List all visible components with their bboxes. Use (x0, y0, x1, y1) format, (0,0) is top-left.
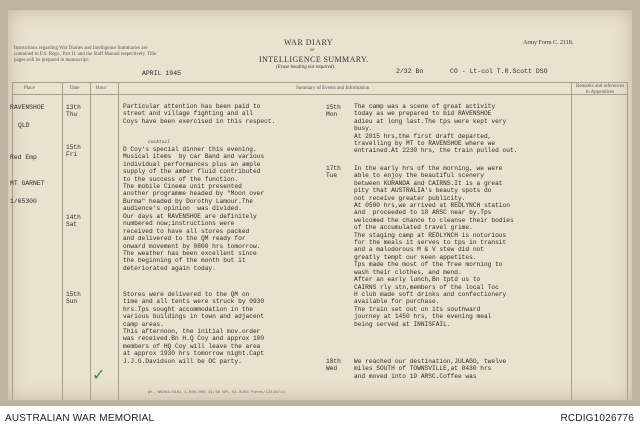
erase-heading-note: (Erase heading not required). (276, 65, 336, 70)
entry-15th-fri: D Coy's special dinner this evening. Musical items by car Band and various individual performances plus an ample supply of the amber fluid contributed to the success of the function. The mobile Cinema unit presented another programme headed by "Moon over Burma" headed by Dorothy Lamour.The audience's opinion was divided. (123, 146, 265, 213)
table-top-rule (12, 82, 628, 83)
date-left-2: 15th Fri (66, 144, 81, 158)
entry-15th-sun: Stores were delivered to the QM on time and all tents were struck by 0930 hrs.Tps sought accommodation in the various buildings in town and adjacent camp areas. This afternoon, the initial mov.order was received.Bn H.Q Coy and approx 100 members of HQ Coy will leave the area at approx 1930 hrs tomorrow night.Capt J.J.G.Davidson will be OC party. (123, 291, 265, 365)
header-bottom-rule (12, 94, 628, 95)
place-qld: QLD (18, 122, 30, 129)
column-place-header: Place (24, 86, 35, 91)
entry-13th: Particular attention has been paid to street and village fighting and all Coys have been exercised in this respect. (123, 103, 276, 125)
entry-14th-sat: Our days at RAVENSHOE are definitely numbered now;instructions were received to have all stores packed and delivered to the QM ready for onward movement by 0800 hrs tomorrow. The weather has been excellent since the beginning of the month but it deteriorated again today. (123, 213, 261, 272)
place-ravenshoe: RAVENSHOE (10, 104, 45, 111)
date-left-3: 14th Sat (66, 214, 81, 228)
column-date-header: Date (70, 86, 80, 91)
date-right-2: 17th Tue (326, 165, 341, 179)
instructions-note: Instructions regarding War Diaries and Intelligence Summaries are contained in F.S. Regs., Part II. and the Staff Manual respectively. Title pages will be prepared in manuscript. (14, 46, 157, 63)
col-rule-right (627, 82, 628, 400)
commanding-officer: CO - Lt-col T.R.Scott DSO (450, 68, 548, 75)
archive-name: AUSTRALIAN WAR MEMORIAL (5, 413, 155, 424)
date-left-1: 13th Thu (66, 104, 81, 118)
col-rule-place (62, 82, 63, 400)
date-right-1: 15th Mon (326, 104, 341, 118)
war-diary-title: WAR DIARY (284, 38, 334, 47)
col-rule-left (12, 82, 13, 400)
war-diary-page (8, 10, 632, 400)
place-grid-ref: 1/65300 (10, 198, 37, 205)
archive-footer (0, 406, 640, 430)
unit-name: 2/32 Bn (396, 68, 424, 75)
entry-18th-wed: We reached our destination,JULAGO, twelve miles SOUTH of TOWNSVILLE,at 0430 hrs and moved into 19 ARSC.Coffee was (354, 358, 507, 380)
entry-17th-tue: In the early hrs of the morning, we were able to enjoy the beautiful scenery between KURANDA and CAIRNS.It is a great pity that AUSTRALIA's beauty spots do not receive greater publicity. At 0500 hrs,we arrived at REDLYNCH station and proceeded to 10 ARSC near by.Tps welcomed the chance to cleanse their bodies of the accumulated travel grime. The staging camp at REDLYNCH is notorious for the meals it serves to tps in transit and a malodorous M & V stew did not greatly tempt our keen appetites. Tps made the most of the free morning to wash their clothes, and mend. After an early lunch,Bn tptd us to CAIRNS rly stn,members of the local Toc H club made soft drinks and confectionery available for purchase. The train set out on its southward journey at 1450 hrs, the evening meal being served at INNISFAIL. (354, 165, 514, 328)
entry-16th-mon: The camp was a scene of great activity today as we prepared to bid RAVENSHOE adieu at long last.The tps were kept very busy. At 2015 hrs,the first draft departed, travelling by MT to RAVENSHOE where we entrained.At 2230 hrs, the train pulled out. (354, 103, 518, 155)
col-rule-date (90, 82, 91, 400)
column-summary-header: Summary of Events and Information (296, 86, 370, 91)
archive-reference: RCDIG1026776 (560, 413, 634, 424)
place-mt-garnet: MT GARNET (10, 180, 45, 187)
date-right-3: 18th Wed (326, 358, 341, 372)
handwritten-correction: cocktail (148, 140, 171, 145)
or-label: or (310, 48, 315, 53)
column-remarks-header: Remarks and references to Appendices (575, 84, 625, 95)
intelligence-summary-title: INTELLIGENCE SUMMARY. (259, 55, 369, 64)
month-year: APRIL 1945 (142, 70, 182, 77)
column-hour-header: Hour (96, 86, 107, 91)
form-print-line: Wt. W5063/3161 1,500,000 11/38 BPL 51-8284 Forms/C2118/14 (148, 391, 285, 395)
col-rule-hour (118, 82, 119, 400)
col-rule-remarks (571, 82, 572, 400)
army-form-number: Army Form C. 2118. (523, 40, 574, 46)
green-pencil-mark: ✓ (92, 365, 106, 384)
date-left-4: 15th Sun (66, 291, 81, 305)
place-red-emp: Red Emp (10, 154, 37, 161)
